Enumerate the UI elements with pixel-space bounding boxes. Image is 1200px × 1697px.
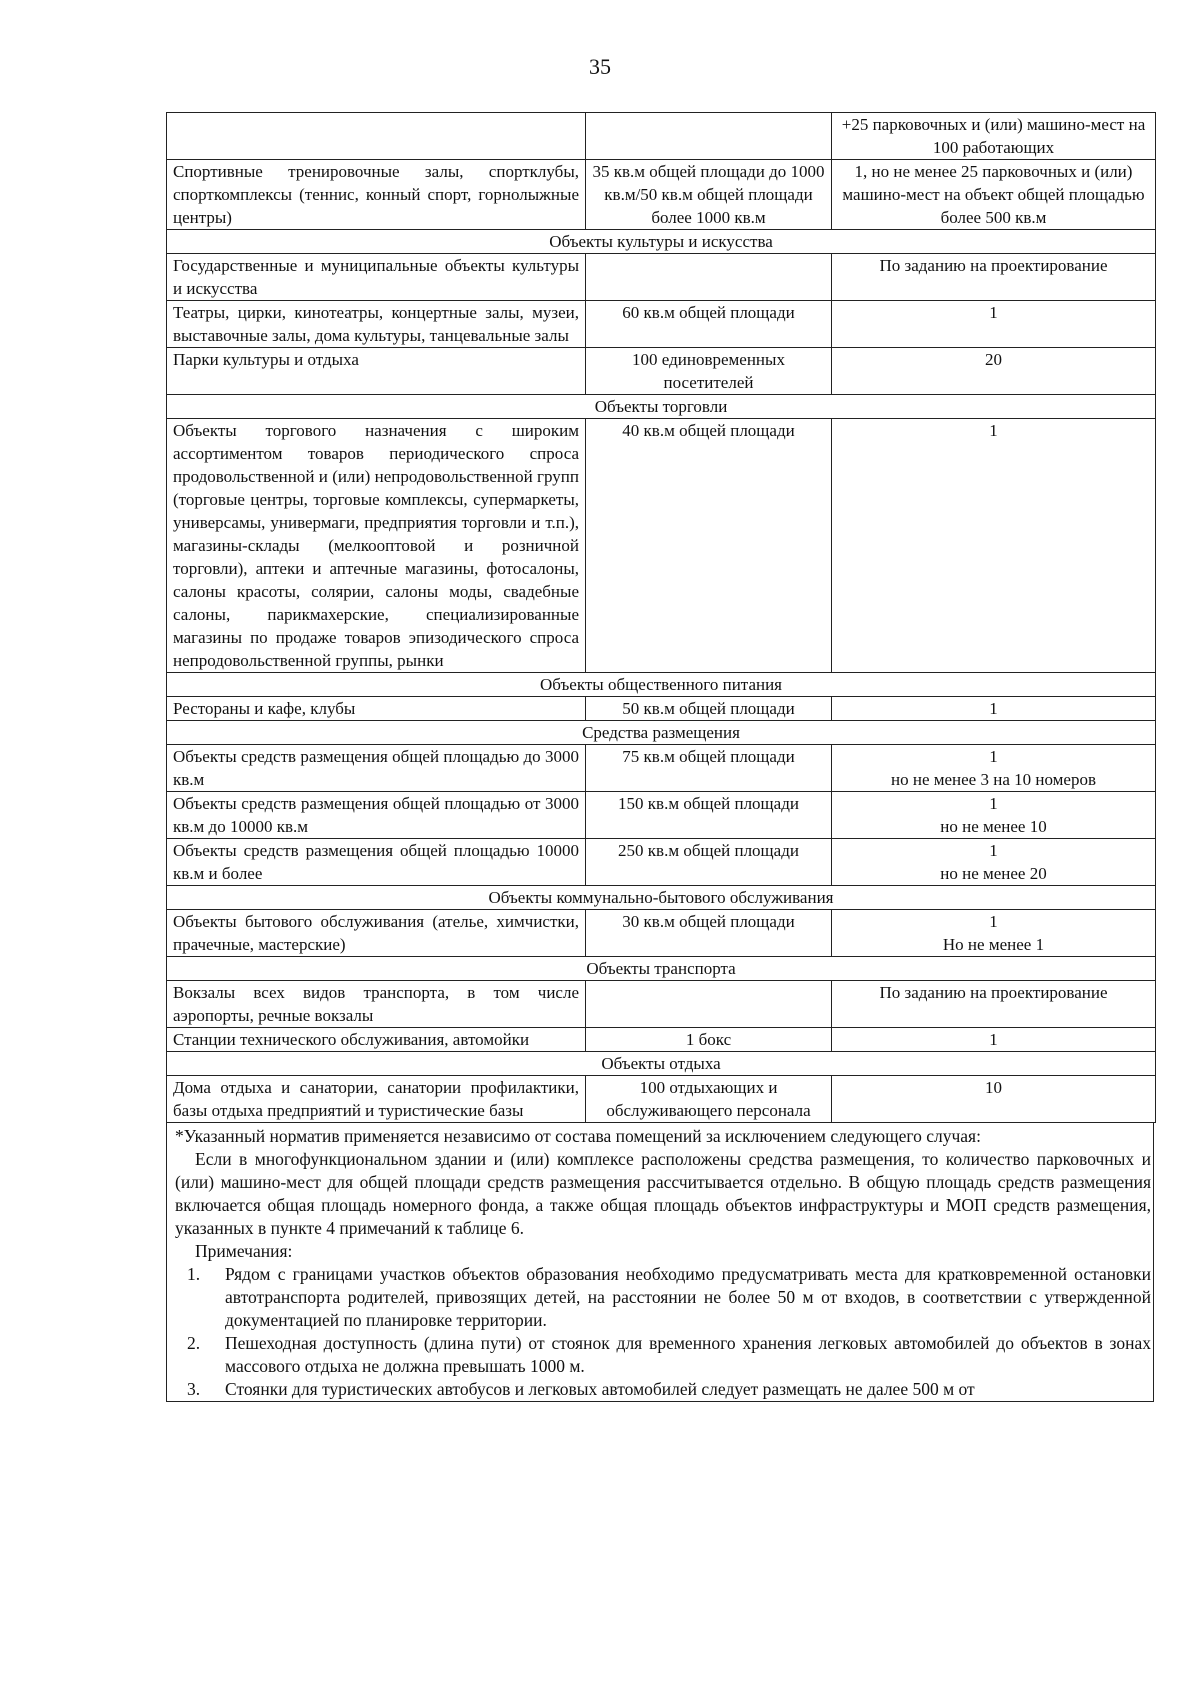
page-number: 35: [589, 54, 611, 79]
parking-count-cell: [832, 697, 1156, 721]
calculation-unit-cell: 100 отдыхающих и обслуживающего персонала: [586, 1076, 832, 1123]
table-row: [167, 981, 1156, 1028]
note-text: Рядом с границами участков объектов образования необходимо предусматривать места для кратковременной остановки автотранспорта родителей, привозящих детей, на расстоянии не более 50 м от входов, в соответствии с утвержденной документацией по планировке территории.: [225, 1264, 1151, 1330]
parking-count-cell: [832, 910, 1156, 957]
table-row: [167, 254, 1156, 301]
table-row: [167, 1076, 1156, 1123]
calculation-unit-cell: 150 кв.м общей площади: [586, 792, 832, 839]
table-row: [167, 697, 1156, 721]
parking-count-cell: [832, 839, 1156, 886]
object-type-cell: Объекты средств размещения общей площадью до 3000 кв.м: [167, 745, 586, 792]
parking-count-value: 1, но не менее 25 парковочных и (или) машино-мест на объект общей площадью более 500 кв.м: [842, 162, 1145, 227]
object-type-cell: Объекты бытового обслуживания (ателье, химчистки, прачечные, мастерские): [167, 910, 586, 957]
table-row: [167, 792, 1156, 839]
note-number: 1.: [187, 1264, 201, 1284]
parking-count-value: 20: [985, 350, 1002, 369]
note-number: 3.: [187, 1379, 201, 1399]
notes-title: Примечания:: [195, 1241, 293, 1261]
parking-count-cell: [832, 113, 1156, 160]
calculation-unit-cell: 1 бокс: [586, 1028, 832, 1052]
parking-count-value: 1: [989, 912, 998, 931]
parking-count-cell: [832, 1076, 1156, 1123]
table-row: [167, 113, 1156, 160]
section-title: Объекты коммунально-бытового обслуживания: [167, 886, 1156, 910]
parking-count-value: По заданию на проектирование: [879, 983, 1108, 1002]
object-type-cell: Государственные и муниципальные объекты культуры и искусства: [167, 254, 586, 301]
parking-count-cell: [832, 1028, 1156, 1052]
calculation-unit-cell: 50 кв.м общей площади: [586, 697, 832, 721]
calculation-unit-cell: [586, 981, 832, 1028]
section-header-row: [167, 721, 1156, 745]
section-title: Объекты торговли: [167, 395, 1156, 419]
calculation-unit-cell: 35 кв.м общей площади до 1000 кв.м/50 кв.м общей площади более 1000 кв.м: [586, 160, 832, 230]
norms-block: [166, 112, 1156, 1402]
section-header-row: [167, 957, 1156, 981]
parking-count-minimum: но не менее 10: [940, 817, 1047, 836]
object-type-cell: Объекты средств размещения общей площадью от 3000 кв.м до 10000 кв.м: [167, 792, 586, 839]
parking-count-minimum: но не менее 20: [940, 864, 1047, 883]
object-type-cell: Рестораны и кафе, клубы: [167, 697, 586, 721]
section-header-row: [167, 1052, 1156, 1076]
table-row: [167, 419, 1156, 673]
calculation-unit-cell: 60 кв.м общей площади: [586, 301, 832, 348]
object-type-cell: Парки культуры и отдыха: [167, 348, 586, 395]
parking-count-minimum: Но не менее 1: [942, 935, 1045, 954]
accommodation-note: Если в многофункциональном здании и (или) комплексе расположены средства размещения, то количество парковочных и (или) машино-мест для общей площади средств размещения рассчитывается отдельно. В общую площадь средств размещения включается общая площадь номерного фонда, а также общая площадь объектов инфраструктуры и МОП средств размещения, указанных в пункте 4 примечаний к таблице 6.: [175, 1149, 1151, 1238]
parking-count-minimum: но не менее 3 на 10 номеров: [891, 770, 1096, 789]
table-row: [167, 348, 1156, 395]
parking-count-value: 1: [989, 841, 998, 860]
note-item: [175, 1263, 1151, 1332]
parking-count-cell: [832, 792, 1156, 839]
calculation-unit-cell: [586, 254, 832, 301]
note-item: [175, 1332, 1151, 1378]
object-type-cell: Театры, цирки, кинотеатры, концертные залы, музеи, выставочные залы, дома культуры, танцевальные залы: [167, 301, 586, 348]
note-text: Стоянки для туристических автобусов и легковых автомобилей следует размещать не далее 500 м от: [225, 1379, 975, 1399]
table-row: [167, 839, 1156, 886]
calculation-unit-cell: [586, 113, 832, 160]
calculation-unit-cell: 30 кв.м общей площади: [586, 910, 832, 957]
table-row: [167, 910, 1156, 957]
parking-count-cell: [832, 160, 1156, 230]
object-type-cell: Станции технического обслуживания, автомойки: [167, 1028, 586, 1052]
section-title: Объекты транспорта: [167, 957, 1156, 981]
table-row: [167, 160, 1156, 230]
parking-count-cell: [832, 348, 1156, 395]
parking-count-value: 1: [989, 747, 998, 766]
parking-count-value: +25 парковочных и (или) машино-мест на 100 работающих: [841, 115, 1146, 157]
parking-count-cell: [832, 301, 1156, 348]
calculation-unit-cell: 100 единовременных посетителей: [586, 348, 832, 395]
object-type-cell: Дома отдыха и санатории, санатории профилактики, базы отдыха предприятий и туристические базы: [167, 1076, 586, 1123]
section-header-row: [167, 395, 1156, 419]
object-type-cell: Спортивные тренировочные залы, спортклубы, спорткомплексы (теннис, конный спорт, горнолыжные центры): [167, 160, 586, 230]
asterisk-note: *Указанный норматив применяется независимо от состава помещений за исключением следующего случая:: [175, 1126, 981, 1146]
footnotes: [166, 1123, 1154, 1402]
parking-count-value: 1: [989, 1030, 998, 1049]
parking-count-value: 1: [989, 421, 998, 440]
parking-count-value: По заданию на проектирование: [879, 256, 1108, 275]
parking-count-cell: [832, 419, 1156, 673]
calculation-unit-cell: 75 кв.м общей площади: [586, 745, 832, 792]
parking-norms-table: [166, 112, 1156, 1123]
section-header-row: [167, 886, 1156, 910]
parking-count-cell: [832, 745, 1156, 792]
note-text: Пешеходная доступность (длина пути) от стоянок для временного хранения легковых автомобилей до объектов в зонах массового отдыха не должна превышать 1000 м.: [225, 1333, 1151, 1376]
section-title: Объекты общественного питания: [167, 673, 1156, 697]
parking-count-value: 1: [989, 699, 998, 718]
object-type-cell: Объекты средств размещения общей площадью 10000 кв.м и более: [167, 839, 586, 886]
object-type-cell: Объекты торгового назначения с широким ассортиментом товаров периодического спроса продовольственной и (или) непродовольственной групп (торговые центры, торговые комплексы, супермаркеты, универсамы, универмаги, предприятия торговли и т.п.), магазины-склады (мелкооптовой и розничной торговли), аптеки и аптечные магазины, фотосалоны, салоны красоты, солярии, салоны моды, свадебные салоны, парикмахерские, специализированные магазины по продаже товаров эпизодического спроса непродовольственной группы, рынки: [167, 419, 586, 673]
note-number: 2.: [187, 1333, 201, 1353]
section-header-row: [167, 673, 1156, 697]
parking-count-value: 1: [989, 794, 998, 813]
table-row: [167, 301, 1156, 348]
object-type-cell: [167, 113, 586, 160]
section-title: Объекты отдыха: [167, 1052, 1156, 1076]
parking-count-value: 1: [989, 303, 998, 322]
object-type-cell: Вокзалы всех видов транспорта, в том числе аэропорты, речные вокзалы: [167, 981, 586, 1028]
table-row: [167, 1028, 1156, 1052]
section-title: Средства размещения: [167, 721, 1156, 745]
section-header-row: [167, 230, 1156, 254]
parking-count-value: 10: [985, 1078, 1002, 1097]
calculation-unit-cell: 40 кв.м общей площади: [586, 419, 832, 673]
parking-count-cell: [832, 254, 1156, 301]
note-item: [175, 1378, 1151, 1401]
section-title: Объекты культуры и искусства: [167, 230, 1156, 254]
table-row: [167, 745, 1156, 792]
calculation-unit-cell: 250 кв.м общей площади: [586, 839, 832, 886]
parking-count-cell: [832, 981, 1156, 1028]
